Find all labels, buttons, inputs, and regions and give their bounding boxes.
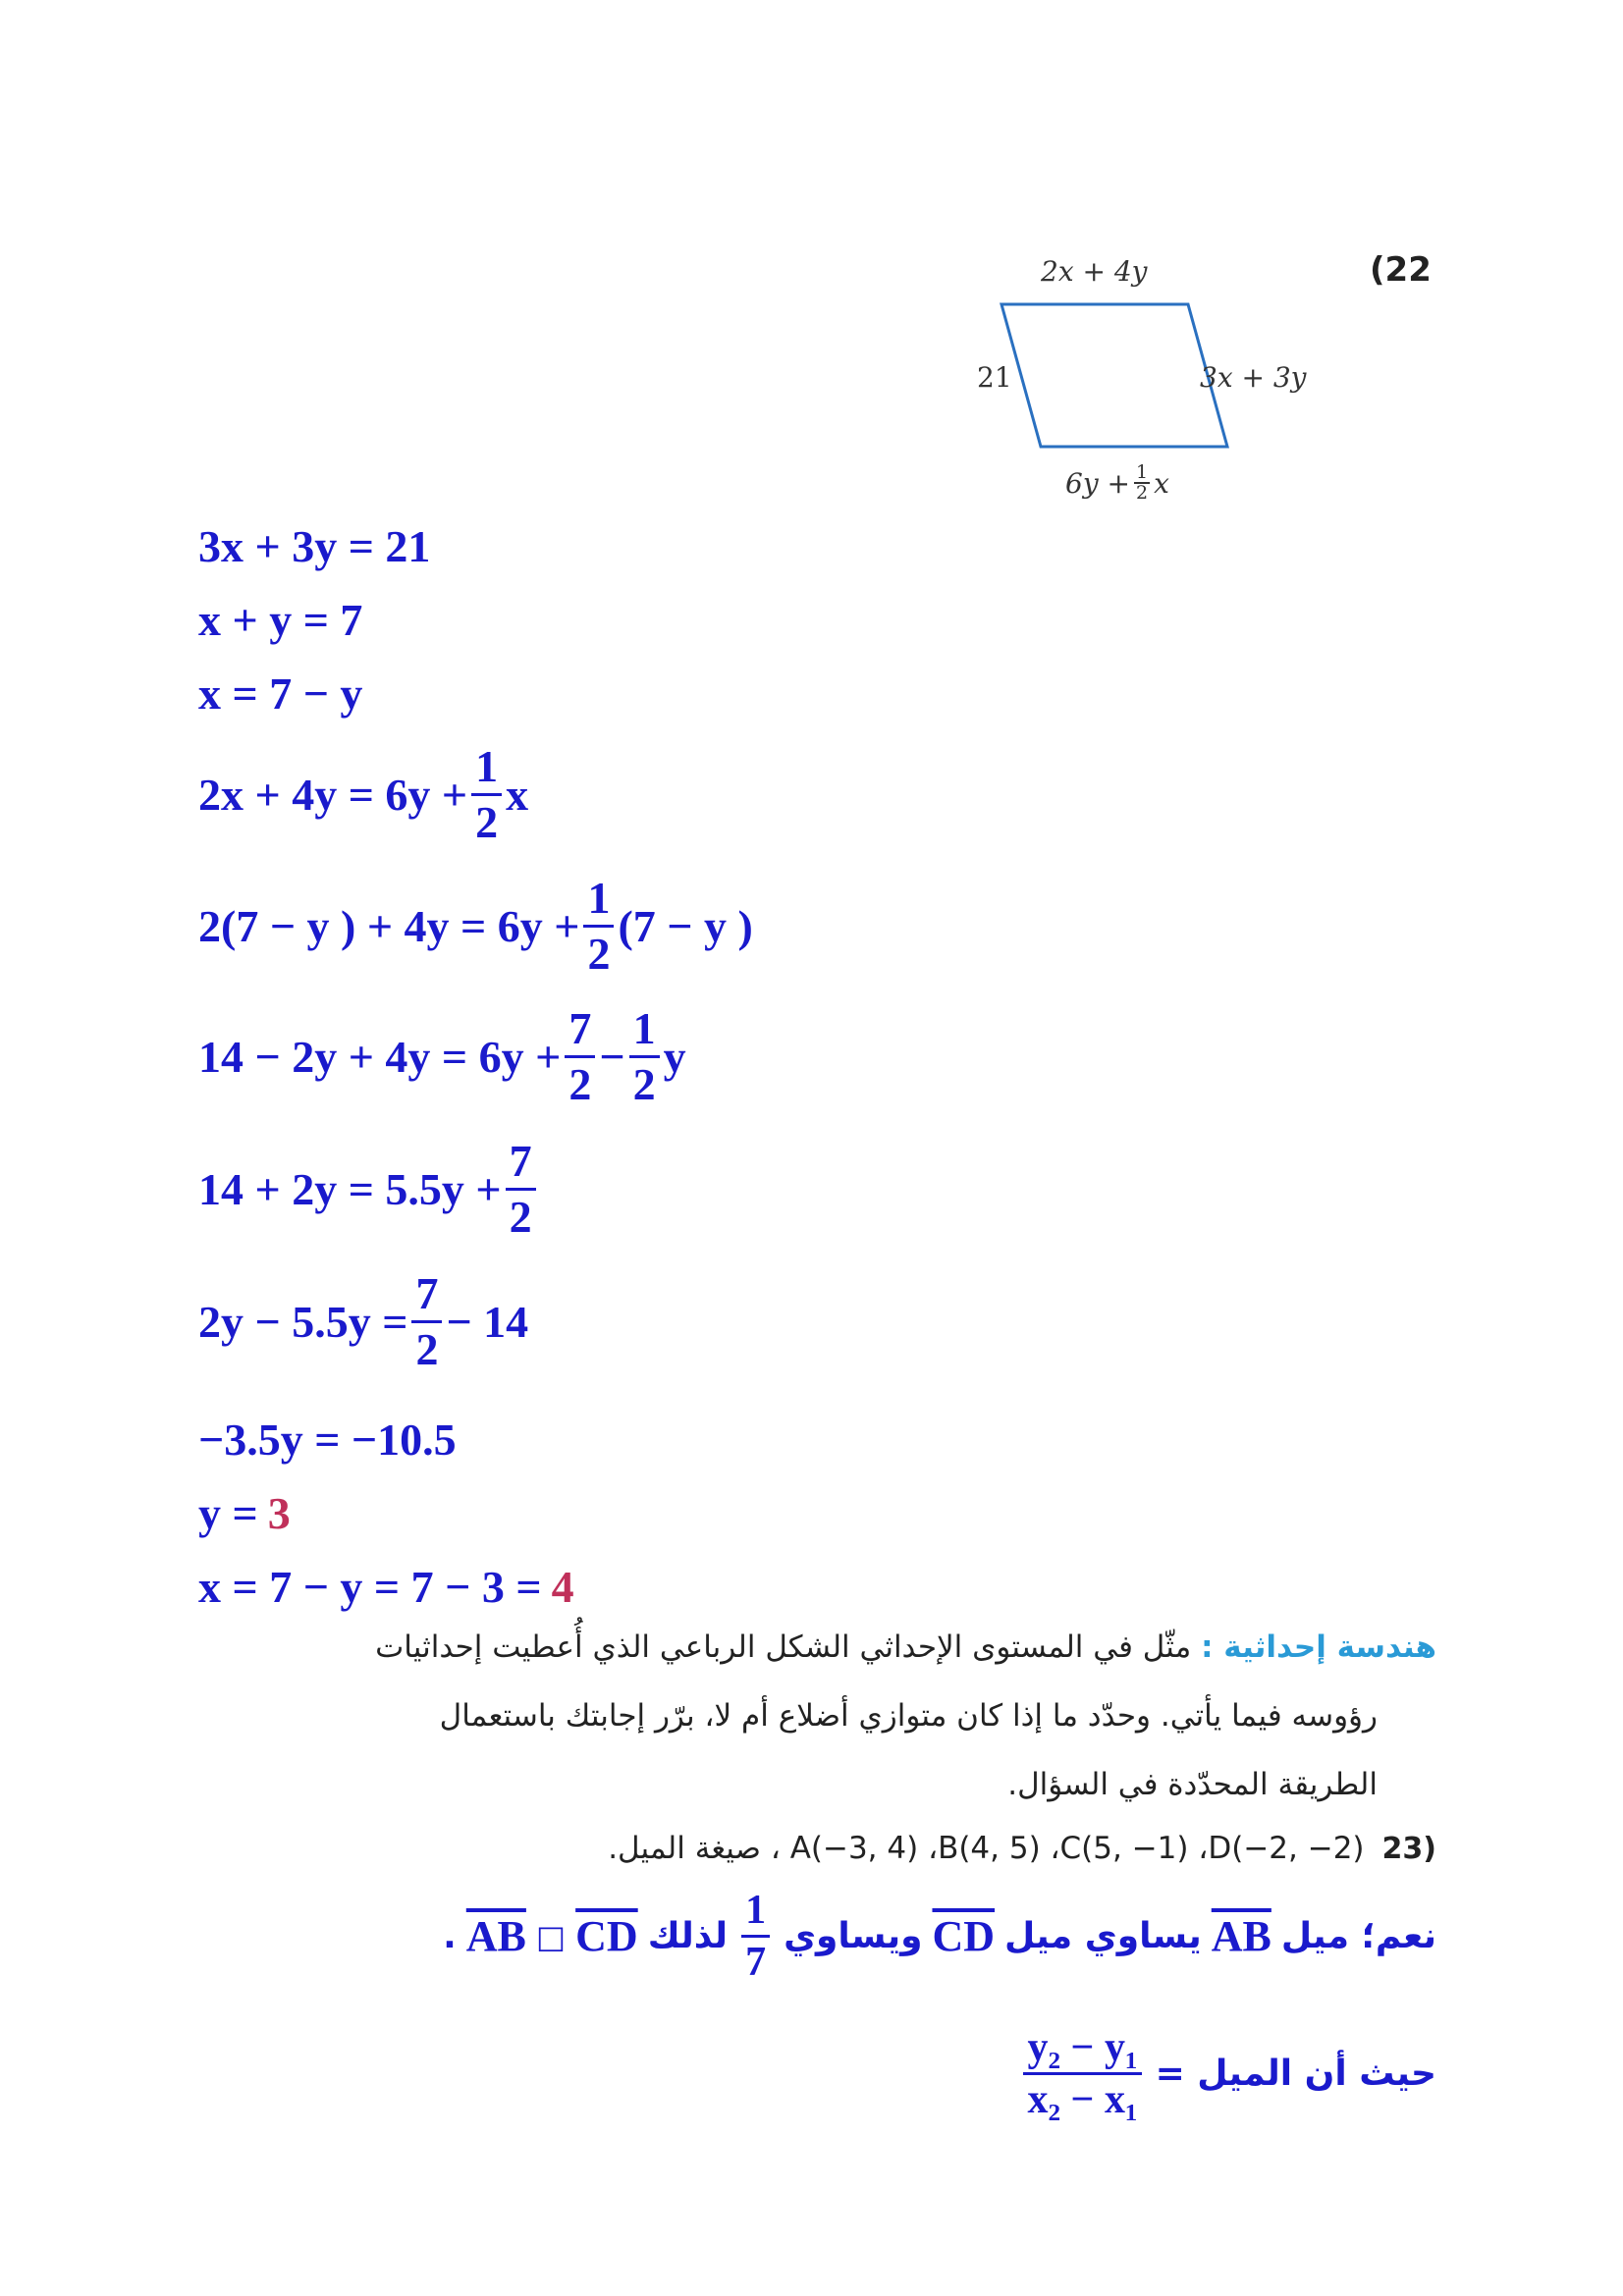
step-7-num: 7 xyxy=(506,1139,536,1191)
slope-formula-den: x₂ − x₁ xyxy=(1027,2077,1138,2122)
question-23-points: A(−3, 4) ،B(4, 5) ،C(5, −1) ،D(−2, −2) ، صيغة الميل. xyxy=(608,1831,1365,1866)
answer-period: . xyxy=(443,1916,457,1956)
question-23-answer xyxy=(443,1890,1436,1983)
side-right-label: 3x + 3y xyxy=(1200,361,1307,394)
question-23-heading: هندسة إحداثية : xyxy=(1201,1629,1436,1665)
step-6-num-1: 7 xyxy=(565,1006,595,1058)
side-top-label: 2x + 4y xyxy=(1041,255,1148,288)
answer-text-4: لذلك xyxy=(647,1916,729,1956)
question-22-number: (22 xyxy=(1370,250,1432,290)
side-bottom-main: 6y + xyxy=(1065,466,1130,500)
segment-cd-1: CD xyxy=(932,1912,996,1960)
parallelogram-shape xyxy=(1001,304,1227,447)
question-23-intro-line-3: الطريقة المحدّدة في السؤال. xyxy=(1007,1767,1378,1802)
step-10 xyxy=(198,1487,291,1539)
question-23-intro-line-2: رؤوسه فيما يأتي. وحدّد ما إذا كان متوازي أضلاع أم لا، برّر إجابتك باستعمال xyxy=(439,1698,1378,1734)
step-6-fraction-2 xyxy=(629,1003,660,1109)
step-8 xyxy=(198,1268,529,1374)
step-6-left: 14 − 2y + 4y = 6y + xyxy=(198,1032,562,1082)
step-5-left: 2(7 − y ) + 4y = 6y + xyxy=(198,901,580,951)
answer-text-1: نعم؛ ميل xyxy=(1280,1916,1436,1956)
step-5-tail: (7 − y ) xyxy=(618,901,753,951)
step-6-den-1: 2 xyxy=(568,1059,592,1109)
question-23-points-line xyxy=(608,1831,1436,1866)
step-5-num: 1 xyxy=(583,876,614,928)
step-3: x = 7 − y xyxy=(198,668,363,719)
slope-value-fraction xyxy=(741,1890,770,1983)
step-5 xyxy=(198,873,753,979)
step-6-den-2: 2 xyxy=(632,1059,656,1109)
step-4-num: 1 xyxy=(471,744,502,796)
step-6-fraction-1 xyxy=(565,1003,595,1109)
step-4-fraction xyxy=(471,741,502,847)
step-8-fraction xyxy=(411,1268,442,1374)
question-23-intro-text-1: مثّل في المستوى الإحداثي الشكل الرباعي الذي أُعطيت إحداثيات xyxy=(375,1629,1192,1665)
side-bottom-num: 1 xyxy=(1136,461,1149,483)
step-5-fraction xyxy=(583,873,614,979)
step-10-left: y = xyxy=(198,1488,258,1538)
step-8-tail: − 14 xyxy=(446,1297,529,1347)
step-4-den: 2 xyxy=(475,797,499,847)
step-6-num-2: 1 xyxy=(629,1006,660,1058)
answer-text-2: يساوي ميل xyxy=(1004,1916,1202,1956)
slope-formula-num: y₂ − y₁ xyxy=(1023,2027,1141,2075)
step-7-den: 2 xyxy=(509,1192,532,1242)
answer-text-3: ويساوي xyxy=(784,1916,923,1956)
step-6-minus: − xyxy=(599,1032,625,1082)
step-7-fraction xyxy=(506,1136,536,1242)
side-left-label: 21 xyxy=(977,361,1012,394)
parallel-symbol: □ xyxy=(535,1917,567,1955)
step-4-tail: x xyxy=(506,770,529,820)
side-bottom-fraction xyxy=(1134,463,1150,503)
side-bottom-label xyxy=(1065,463,1169,503)
segment-ab-2: AB xyxy=(465,1912,526,1960)
segment-cd-2: CD xyxy=(575,1912,638,1960)
parallelogram-figure xyxy=(943,236,1434,530)
step-8-left: 2y − 5.5y = xyxy=(198,1297,408,1347)
step-6 xyxy=(198,1003,686,1109)
slope-value-den: 7 xyxy=(745,1940,767,1985)
x-result: 4 xyxy=(551,1562,574,1612)
slope-formula-fraction xyxy=(1023,2027,1141,2120)
slope-formula-label: حيث أن الميل = xyxy=(1155,2054,1436,2094)
side-bottom-den: 2 xyxy=(1136,482,1149,504)
side-bottom-tail: x xyxy=(1154,466,1169,500)
step-11-left: x = 7 − y = 7 − 3 = xyxy=(198,1562,542,1612)
step-8-num: 7 xyxy=(411,1271,442,1323)
question-23-number: (23 xyxy=(1381,1831,1436,1866)
step-7 xyxy=(198,1136,540,1242)
step-11 xyxy=(198,1561,574,1613)
step-9: −3.5y = −10.5 xyxy=(198,1415,457,1465)
slope-value-num: 1 xyxy=(741,1890,770,1938)
question-23-intro-line-1 xyxy=(375,1629,1436,1665)
y-result: 3 xyxy=(267,1488,291,1538)
step-1: 3x + 3y = 21 xyxy=(198,521,431,571)
step-4-left: 2x + 4y = 6y + xyxy=(198,770,468,820)
parallelogram-diagram xyxy=(943,236,1434,530)
step-8-den: 2 xyxy=(415,1324,439,1374)
step-4 xyxy=(198,741,529,847)
step-6-tail: y xyxy=(663,1032,686,1082)
step-5-den: 2 xyxy=(587,929,611,979)
slope-formula-line xyxy=(1009,2027,1436,2120)
segment-ab-1: AB xyxy=(1211,1912,1271,1960)
step-7-left: 14 + 2y = 5.5y + xyxy=(198,1164,502,1214)
step-2: x + y = 7 xyxy=(198,595,363,645)
